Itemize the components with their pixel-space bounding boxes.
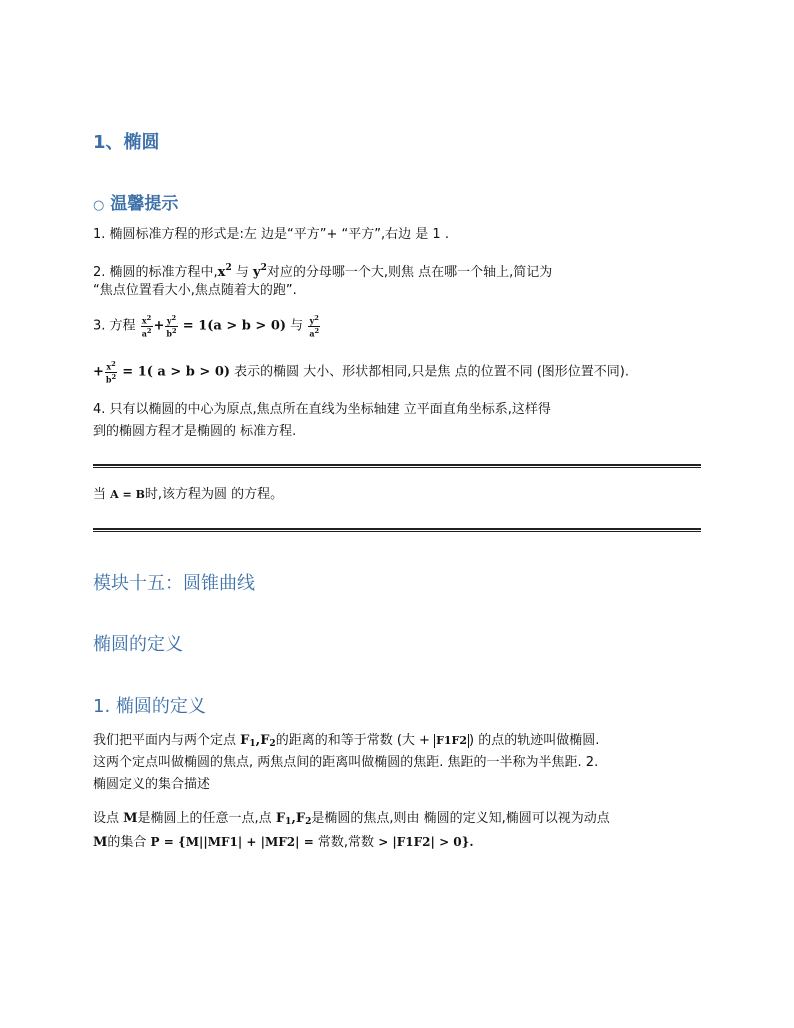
divider-bottom	[93, 528, 701, 532]
note-equation: A = B	[110, 488, 145, 501]
para2-text-b: 是椭圆上的任意一点,点	[137, 811, 272, 826]
para1-text-b: 的距离的和等于常数 (大 +	[275, 733, 430, 748]
var-m: M	[123, 811, 138, 826]
para2-text-e: 常数,常数	[317, 835, 375, 850]
set-inequality: > |F1F2| > 0}.	[378, 835, 474, 849]
equation-rhs: = 1(a > b > 0)	[182, 318, 287, 334]
abs-f1f2: F1F2	[436, 734, 467, 747]
tips-heading	[93, 189, 178, 214]
para2-text-d: 的集合	[107, 835, 147, 850]
note-line	[93, 484, 283, 506]
var-y: $y^2$	[253, 263, 267, 280]
section-heading: 1、椭圆	[93, 132, 160, 153]
foci-f1f2: $F_1,F_2$	[240, 733, 276, 749]
tips-title: 温馨提示	[110, 194, 179, 214]
definition-para-line3: 椭圆定义的集合描述	[93, 777, 211, 792]
tip-item-2-and: 与	[235, 265, 249, 280]
tip-item-4: 4. 只有以椭圆的中心为原点,焦点所在直线为坐标轴建 立平面直角坐标系,这样得	[93, 402, 551, 417]
var-x: $x^2$	[217, 263, 232, 280]
tip-item-2-text: 2. 椭圆的标准方程中,	[93, 265, 218, 280]
tip-item-3-with: 与	[290, 318, 304, 334]
equation-rhs-2: = 1( a > b > 0)	[122, 364, 231, 380]
fraction-y2-b2: $\frac{y^2}{b^2}$	[166, 314, 177, 339]
para1-text-c: ) 的点的轨迹叫做椭圆.	[469, 733, 600, 748]
tip-item-3-text-2: 表示的椭圆 大小、形状都相同,只是焦 点的位置不同 (图形位置不同).	[234, 364, 629, 380]
set-para-line2	[93, 831, 474, 854]
tip-item-3-text: 3. 方程	[93, 318, 136, 334]
set-para-line1	[93, 808, 610, 833]
tip-item-2-line2: “焦点位置看大小,焦点随着大的跑”.	[93, 283, 297, 298]
divider-top	[93, 464, 701, 468]
set-expression: P = {M||MF1| + |MF2| =	[150, 835, 314, 849]
note-prefix: 当	[93, 487, 107, 502]
tip-item-2-rest: 对应的分母哪一个大,则焦 点在哪一个轴上,简记为	[266, 265, 553, 280]
definition-para-line2: 这两个定点叫做椭圆的焦点, 两焦点间的距离叫做椭圆的焦距. 焦距的一半称为半焦距. 2.	[93, 755, 599, 770]
foci-f1f2-2: $F_1,F_2$	[275, 811, 312, 827]
tip-item-1: 1. 椭圆标准方程的形式是:左 边是“平方”+ “平方”,右边 是 1 .	[93, 227, 449, 242]
bullet-icon: ○	[93, 198, 105, 213]
definition-heading: 椭圆的定义	[93, 634, 183, 655]
para2-text-a: 设点	[93, 811, 120, 826]
var-m-2: M	[93, 835, 108, 850]
para1-text-a: 我们把平面内与两个定点	[93, 733, 237, 748]
tip-item-3: 3. 方程 $\frac{x^2}{a^2}$ + $\frac{y^2}{b^2}$ = 1(a > b > 0) 与 $\frac{y^2}{a^2}$	[93, 314, 320, 339]
definition-subheading: 1. 椭圆的定义	[93, 696, 206, 717]
fraction-y2-a2: $\frac{y^2}{a^2}$	[309, 314, 320, 339]
note-text: 时,该方程为圆 的方程。	[144, 487, 284, 502]
module-heading: 模块十五：圆锥曲线	[93, 573, 255, 594]
tip-item-3-line2: + $\frac{x^2}{b^2}$ = 1( a > b > 0) 表示的椭圆 大小、形状都相同,只是焦 点的位置不同 (图形位置不同).	[93, 360, 629, 385]
para2-text-c: 是椭圆的焦点,则由 椭圆的定义知,椭圆可以视为动点	[311, 811, 610, 826]
tip-item-4-line2: 到的椭圆方程才是椭圆的 标准方程.	[93, 424, 297, 439]
fraction-x2-b2: $\frac{x^2}{b^2}$	[105, 360, 117, 385]
fraction-x2-a2: $\frac{x^2}{a^2}$	[141, 314, 152, 339]
